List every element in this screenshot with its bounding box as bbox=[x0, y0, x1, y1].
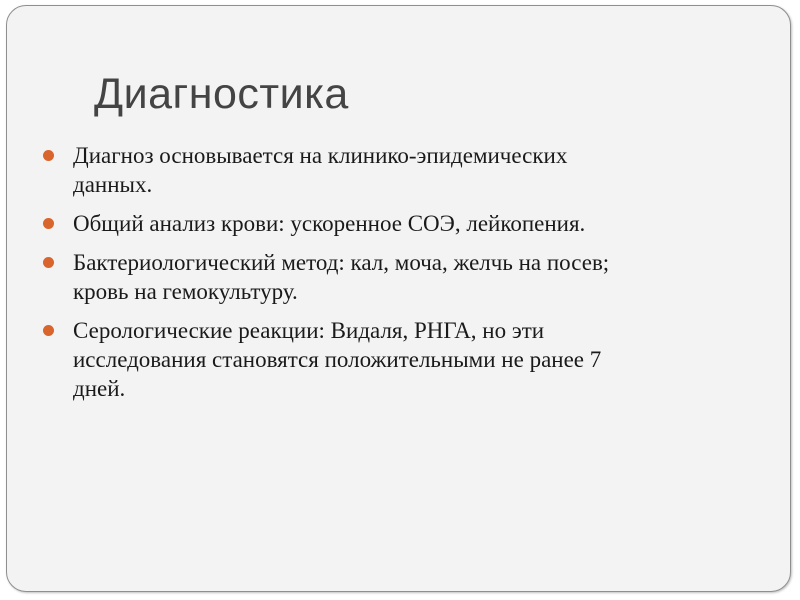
bullet-text: Серологические реакции: Видаля, РНГА, но эти исследования становятся положительными не ранее 7 дней. bbox=[73, 318, 602, 401]
bullet-item bbox=[43, 209, 753, 238]
bullet-dot-icon bbox=[43, 257, 54, 268]
bullet-item bbox=[43, 248, 753, 306]
slide bbox=[6, 5, 791, 592]
bullet-text: Общий анализ крови: ускоренное СОЭ, лейкопения. bbox=[73, 211, 586, 236]
bullet-item bbox=[43, 316, 753, 403]
bullet-dot-icon bbox=[43, 218, 54, 229]
bullet-list bbox=[43, 141, 753, 413]
bullet-dot-icon bbox=[43, 150, 54, 161]
bullet-text: Диагноз основывается на клинико-эпидемических данных. bbox=[73, 143, 568, 197]
bullet-dot-icon bbox=[43, 325, 54, 336]
bullet-item bbox=[43, 141, 753, 199]
bullet-text: Бактериологический метод: кал, моча, желчь на посев; кровь на гемокультуру. bbox=[73, 250, 610, 304]
slide-title: Диагностика bbox=[94, 70, 349, 118]
